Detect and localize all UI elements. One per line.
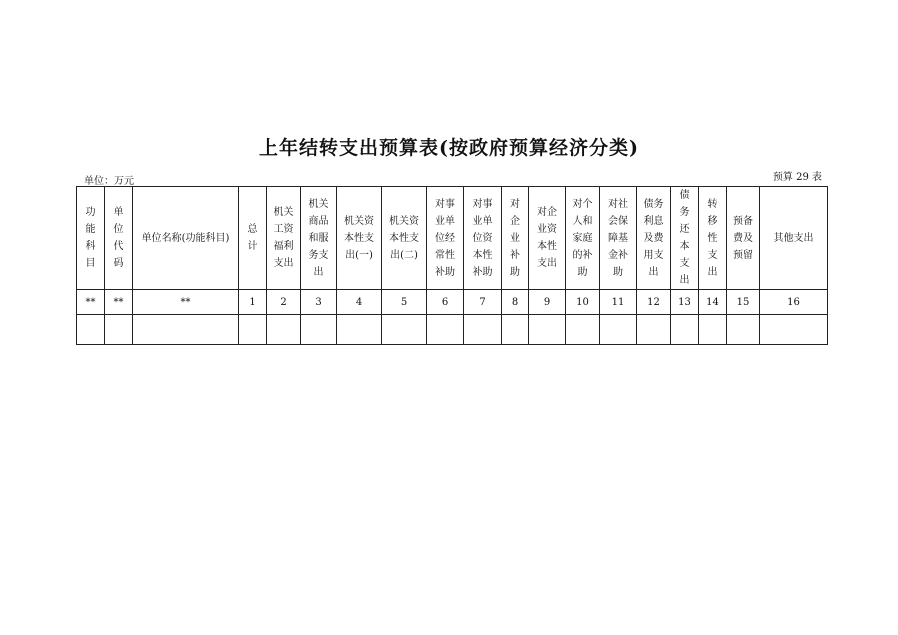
table-cell <box>566 315 600 345</box>
form-number: 预算 29 表 <box>772 172 822 183</box>
column-header: 机关资 本性支 出(二) <box>382 187 427 290</box>
column-code: 3 <box>301 290 337 315</box>
code-row <box>77 290 828 315</box>
column-code: 16 <box>760 290 828 315</box>
column-header: 对企 业资 本性 支出 <box>529 187 566 290</box>
column-code: 2 <box>267 290 301 315</box>
table-cell <box>727 315 760 345</box>
column-code: ** <box>77 290 105 315</box>
column-header: 总 计 <box>239 187 267 290</box>
table-cell <box>267 315 301 345</box>
column-code: 5 <box>382 290 427 315</box>
column-code: 10 <box>566 290 600 315</box>
table-cell <box>699 315 727 345</box>
table-cell <box>529 315 566 345</box>
column-header: 债务 利息 及费 用支 出 <box>637 187 671 290</box>
table-cell <box>133 315 239 345</box>
column-code: 9 <box>529 290 566 315</box>
column-header: 机关 工资 福利 支出 <box>267 187 301 290</box>
table-cell <box>301 315 337 345</box>
column-code: ** <box>105 290 133 315</box>
column-code: 12 <box>637 290 671 315</box>
table-cell <box>382 315 427 345</box>
column-header: 对个 人和 家庭 的补 助 <box>566 187 600 290</box>
table-cell <box>600 315 637 345</box>
column-code: 8 <box>502 290 529 315</box>
column-header: 转 移 性 支 出 <box>699 187 727 290</box>
table-header-row <box>77 187 828 290</box>
column-header: 对 企 业 补 助 <box>502 187 529 290</box>
column-header: 对社 会保 障基 金补 助 <box>600 187 637 290</box>
column-header: 其他支出 <box>760 187 828 290</box>
table-cell <box>464 315 502 345</box>
column-code: 1 <box>239 290 267 315</box>
table-cell <box>502 315 529 345</box>
table-cell <box>427 315 464 345</box>
column-header: 机关 商品 和服 务支 出 <box>301 187 337 290</box>
column-code: 4 <box>337 290 382 315</box>
column-code: 13 <box>671 290 699 315</box>
column-code: 7 <box>464 290 502 315</box>
table-cell <box>760 315 828 345</box>
table-cell <box>671 315 699 345</box>
column-code: 14 <box>699 290 727 315</box>
empty-data-row <box>77 315 828 345</box>
unit-label: 单位：万元 <box>84 176 134 187</box>
column-header: 单 位 代 码 <box>105 187 133 290</box>
table-cell <box>77 315 105 345</box>
table-cell <box>337 315 382 345</box>
column-header: 预备 费及 预留 <box>727 187 760 290</box>
page-title: 上年结转支出预算表(按政府预算经济分类) <box>259 137 639 159</box>
column-header: 机关资 本性支 出(一) <box>337 187 382 290</box>
table-cell <box>239 315 267 345</box>
budget-table <box>76 186 828 345</box>
table-cell <box>637 315 671 345</box>
column-header: 单位名称(功能科目) <box>133 187 239 290</box>
column-code: ** <box>133 290 239 315</box>
column-header: 对事 业单 位资 本性 补助 <box>464 187 502 290</box>
table-cell <box>105 315 133 345</box>
column-code: 6 <box>427 290 464 315</box>
column-header: 对事 业单 位经 常性 补助 <box>427 187 464 290</box>
column-code: 15 <box>727 290 760 315</box>
column-header: 功 能 科 目 <box>77 187 105 290</box>
column-header: 债 务 还 本 支 出 <box>671 187 699 290</box>
column-code: 11 <box>600 290 637 315</box>
